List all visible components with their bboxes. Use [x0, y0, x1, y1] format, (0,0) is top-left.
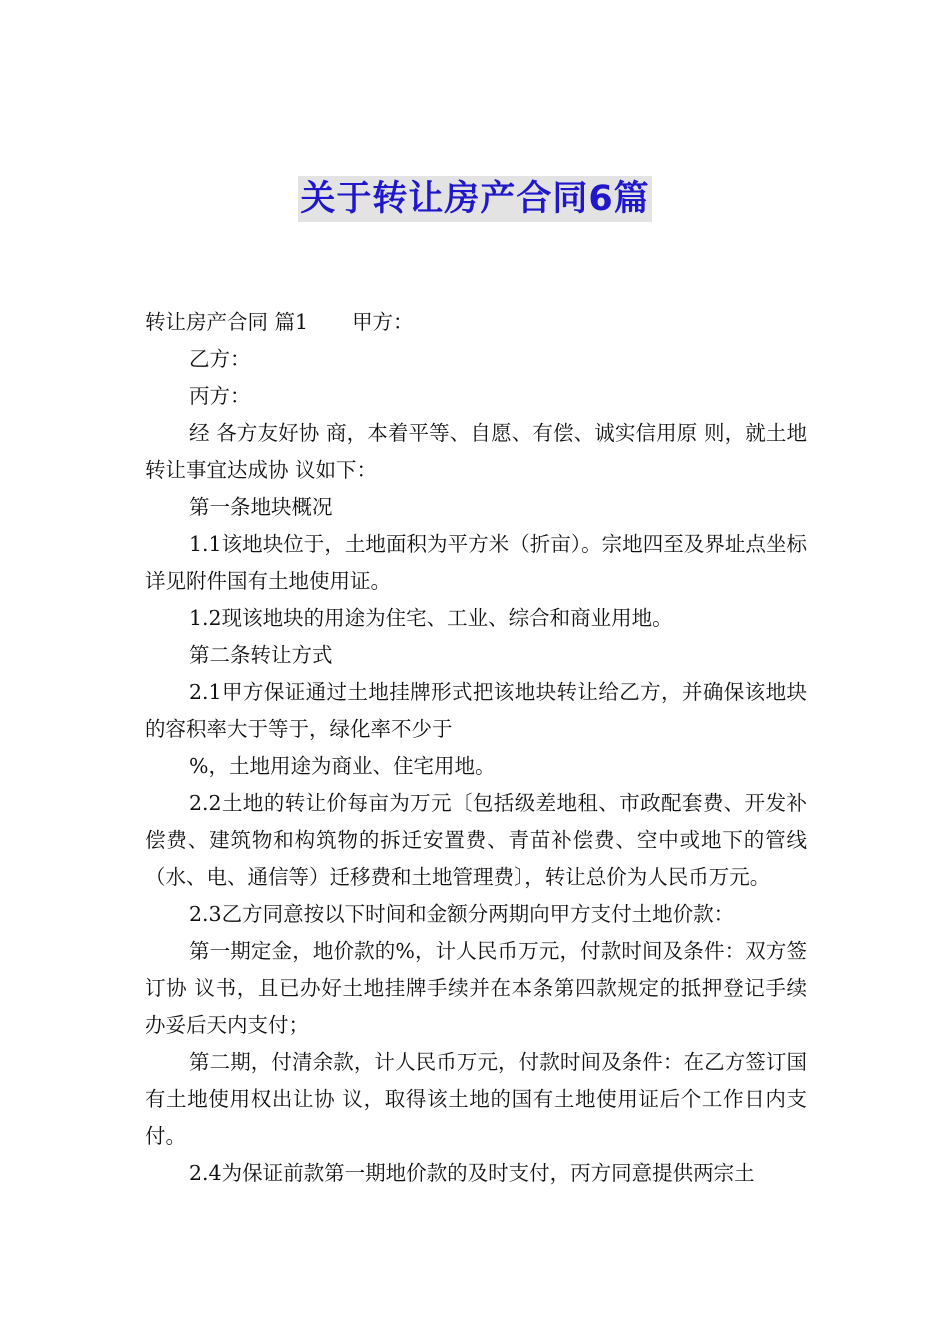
- document-title: 关于转让房产合同6篇: [298, 176, 651, 222]
- paragraph: 1.1该地块位于，土地面积为平方米（折亩）。宗地四至及界址点坐标详见附件国有土地使用证。: [145, 532, 807, 593]
- document-body: [145, 304, 807, 1192]
- paragraph: 2.1甲方保证通过土地挂牌形式把该地块转让给乙方，并确保该地块的容积率大于等于，绿化率不少于: [145, 680, 807, 741]
- title-container: [0, 176, 950, 222]
- paragraph: 第一期定金，地价款的%，计人民币万元，付款时间及条件：双方签订协 议书，且已办好土地挂牌手续并在本条第四款规定的抵押登记手续办妥后天内支付；: [145, 939, 807, 1037]
- paragraph: 乙方：: [189, 347, 251, 371]
- paragraph: 2.3乙方同意按以下时间和金额分两期向甲方支付土地价款：: [189, 902, 735, 926]
- contract-heading: 转让房产合同 篇1: [145, 310, 309, 334]
- paragraph: 2.2土地的转让价每亩为万元〔包括级差地租、市政配套费、开发补偿费、建筑物和构筑物的拆迁安置费、青苗补偿费、空中或地下的管线（水、电、通信等）迁移费和土地管理费〕，转让总价为人民币万元。: [145, 791, 807, 889]
- paragraph: 1.2现该地块的用途为住宅、工业、综合和商业用地。: [189, 606, 673, 630]
- party-a-label: 甲方：: [352, 310, 414, 334]
- paragraph: 丙方：: [189, 384, 251, 408]
- paragraph: 2.4为保证前款第一期地价款的及时支付，丙方同意提供两宗土: [189, 1161, 755, 1185]
- paragraph: %，土地用途为商业、住宅用地。: [189, 754, 496, 778]
- paragraph: 第一条地块概况: [189, 495, 333, 519]
- paragraph-first-line: [145, 304, 807, 341]
- paragraph: 第二条转让方式: [189, 643, 333, 667]
- paragraph: 经 各方友好协 商，本着平等、自愿、有偿、诚实信用原 则，就土地转让事宜达成协 议如下：: [145, 421, 807, 482]
- paragraph: 第二期，付清余款，计人民币万元，付款时间及条件：在乙方签订国有土地使用权出让协 议，取得该土地的国有土地使用证后个工作日内支付。: [145, 1050, 807, 1148]
